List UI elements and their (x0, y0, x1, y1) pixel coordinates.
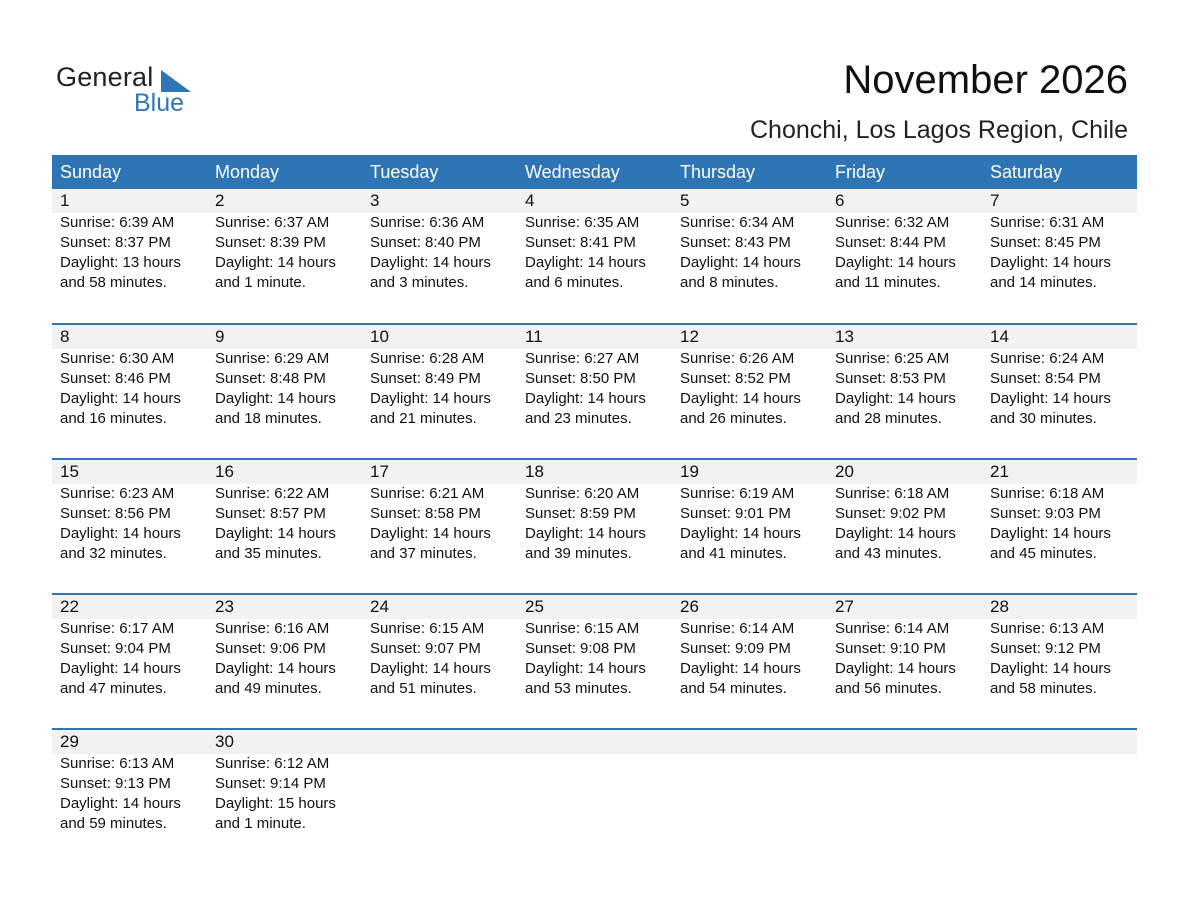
day-minutes: and 26 minutes. (680, 410, 787, 427)
day-sunset: Sunset: 8:50 PM (525, 370, 636, 387)
day-cell (207, 325, 362, 458)
day-minutes: and 43 minutes. (835, 545, 942, 562)
day-sunrise: Sunrise: 6:19 AM (680, 485, 795, 502)
day-cell (982, 189, 1137, 323)
day-sunrise: Sunrise: 6:15 AM (525, 620, 640, 637)
day-daylight: Daylight: 14 hours (215, 660, 336, 677)
day-daylight: Daylight: 14 hours (60, 795, 181, 812)
day-number: 24 (362, 595, 517, 619)
day-sunrise: Sunrise: 6:13 AM (990, 620, 1105, 637)
weekday-wednesday: Wednesday (525, 162, 620, 182)
day-number: 9 (207, 325, 362, 349)
day-minutes: and 59 minutes. (60, 815, 167, 832)
day-cell (207, 460, 362, 593)
day-sunset: Sunset: 8:44 PM (835, 234, 946, 251)
week-row (52, 189, 1137, 323)
day-sunrise: Sunrise: 6:36 AM (370, 214, 485, 231)
empty-day-cell (672, 730, 827, 863)
day-number: 28 (982, 595, 1137, 619)
day-number: 5 (672, 189, 827, 213)
day-number: 16 (207, 460, 362, 484)
day-number: 17 (362, 460, 517, 484)
day-number: 22 (52, 595, 207, 619)
weekday-header-row (52, 155, 1137, 189)
day-cell (207, 730, 362, 863)
day-cell (52, 595, 207, 728)
day-minutes: and 21 minutes. (370, 410, 477, 427)
day-daylight: Daylight: 14 hours (215, 254, 336, 271)
day-daylight: Daylight: 14 hours (680, 525, 801, 542)
day-cell (827, 189, 982, 323)
day-sunset: Sunset: 8:43 PM (680, 234, 791, 251)
week-row (52, 323, 1137, 458)
day-minutes: and 32 minutes. (60, 545, 167, 562)
day-number (982, 730, 1137, 754)
day-daylight: Daylight: 14 hours (680, 254, 801, 271)
day-cell (672, 460, 827, 593)
day-cell (827, 460, 982, 593)
day-sunrise: Sunrise: 6:18 AM (990, 485, 1105, 502)
day-sunset: Sunset: 8:49 PM (370, 370, 481, 387)
day-minutes: and 23 minutes. (525, 410, 632, 427)
day-cell (52, 460, 207, 593)
day-number: 10 (362, 325, 517, 349)
day-number: 19 (672, 460, 827, 484)
day-number: 8 (52, 325, 207, 349)
day-sunrise: Sunrise: 6:14 AM (680, 620, 795, 637)
day-sunset: Sunset: 9:04 PM (60, 640, 171, 657)
day-sunrise: Sunrise: 6:34 AM (680, 214, 795, 231)
day-cell (362, 189, 517, 323)
logo-word-blue: Blue (134, 89, 185, 117)
day-daylight: Daylight: 14 hours (835, 660, 956, 677)
day-daylight: Daylight: 14 hours (835, 525, 956, 542)
day-sunset: Sunset: 8:40 PM (370, 234, 481, 251)
day-daylight: Daylight: 14 hours (370, 254, 491, 271)
day-sunrise: Sunrise: 6:18 AM (835, 485, 950, 502)
weekday-thursday: Thursday (680, 162, 756, 182)
day-minutes: and 58 minutes. (990, 680, 1097, 697)
day-cell (52, 189, 207, 323)
day-cell (672, 189, 827, 323)
day-daylight: Daylight: 15 hours (215, 795, 336, 812)
day-minutes: and 1 minute. (215, 815, 306, 832)
day-cell (672, 595, 827, 728)
day-sunset: Sunset: 9:03 PM (990, 505, 1101, 522)
day-sunset: Sunset: 9:08 PM (525, 640, 636, 657)
day-cell (517, 189, 672, 323)
day-sunset: Sunset: 8:48 PM (215, 370, 326, 387)
day-number (362, 730, 517, 754)
day-sunrise: Sunrise: 6:37 AM (215, 214, 330, 231)
day-minutes: and 53 minutes. (525, 680, 632, 697)
day-daylight: Daylight: 14 hours (525, 254, 646, 271)
day-sunrise: Sunrise: 6:25 AM (835, 350, 950, 367)
day-minutes: and 54 minutes. (680, 680, 787, 697)
day-sunset: Sunset: 9:12 PM (990, 640, 1101, 657)
week-row (52, 593, 1137, 728)
weekday-sunday: Sunday (60, 162, 122, 182)
day-daylight: Daylight: 14 hours (60, 390, 181, 407)
day-cell (982, 595, 1137, 728)
day-daylight: Daylight: 14 hours (835, 390, 956, 407)
day-cell (517, 325, 672, 458)
day-daylight: Daylight: 14 hours (370, 660, 491, 677)
day-sunset: Sunset: 9:01 PM (680, 505, 791, 522)
day-sunset: Sunset: 8:45 PM (990, 234, 1101, 251)
day-number (672, 730, 827, 754)
day-minutes: and 47 minutes. (60, 680, 167, 697)
day-daylight: Daylight: 14 hours (370, 525, 491, 542)
day-number: 12 (672, 325, 827, 349)
day-number: 21 (982, 460, 1137, 484)
day-number: 3 (362, 189, 517, 213)
day-minutes: and 30 minutes. (990, 410, 1097, 427)
day-sunset: Sunset: 9:02 PM (835, 505, 946, 522)
day-number: 25 (517, 595, 672, 619)
page-title: November 2026 (843, 58, 1128, 102)
day-sunset: Sunset: 8:46 PM (60, 370, 171, 387)
logo (56, 64, 196, 120)
day-daylight: Daylight: 14 hours (680, 390, 801, 407)
day-minutes: and 45 minutes. (990, 545, 1097, 562)
day-minutes: and 1 minute. (215, 274, 306, 291)
weeks-container (52, 189, 1137, 863)
day-daylight: Daylight: 14 hours (990, 254, 1111, 271)
day-minutes: and 3 minutes. (370, 274, 469, 291)
day-number: 4 (517, 189, 672, 213)
day-minutes: and 11 minutes. (835, 274, 941, 291)
day-minutes: and 37 minutes. (370, 545, 477, 562)
day-cell (517, 460, 672, 593)
day-minutes: and 58 minutes. (60, 274, 167, 291)
day-cell (362, 325, 517, 458)
weekday-saturday: Saturday (990, 162, 1063, 182)
day-number: 2 (207, 189, 362, 213)
day-sunrise: Sunrise: 6:31 AM (990, 214, 1105, 231)
day-sunset: Sunset: 8:56 PM (60, 505, 171, 522)
day-number: 26 (672, 595, 827, 619)
day-daylight: Daylight: 14 hours (990, 660, 1111, 677)
day-number: 20 (827, 460, 982, 484)
day-number: 23 (207, 595, 362, 619)
day-sunrise: Sunrise: 6:27 AM (525, 350, 640, 367)
day-sunset: Sunset: 9:06 PM (215, 640, 326, 657)
day-sunrise: Sunrise: 6:29 AM (215, 350, 330, 367)
location-subtitle: Chonchi, Los Lagos Region, Chile (749, 116, 1128, 144)
day-minutes: and 28 minutes. (835, 410, 942, 427)
day-sunrise: Sunrise: 6:35 AM (525, 214, 640, 231)
empty-day-cell (827, 730, 982, 863)
day-sunset: Sunset: 8:59 PM (525, 505, 636, 522)
day-minutes: and 35 minutes. (215, 545, 322, 562)
day-daylight: Daylight: 14 hours (990, 525, 1111, 542)
day-number: 30 (207, 730, 362, 754)
day-cell (362, 460, 517, 593)
day-sunrise: Sunrise: 6:32 AM (835, 214, 950, 231)
day-number: 1 (52, 189, 207, 213)
day-sunset: Sunset: 8:57 PM (215, 505, 326, 522)
day-sunrise: Sunrise: 6:17 AM (60, 620, 175, 637)
day-sunset: Sunset: 9:14 PM (215, 775, 326, 792)
day-sunset: Sunset: 8:58 PM (370, 505, 481, 522)
day-minutes: and 56 minutes. (835, 680, 942, 697)
day-sunrise: Sunrise: 6:14 AM (835, 620, 950, 637)
weekday-monday: Monday (215, 162, 280, 182)
day-sunset: Sunset: 8:41 PM (525, 234, 636, 251)
day-cell (362, 595, 517, 728)
day-number (517, 730, 672, 754)
day-number: 18 (517, 460, 672, 484)
day-number: 13 (827, 325, 982, 349)
day-sunset: Sunset: 8:52 PM (680, 370, 791, 387)
day-daylight: Daylight: 14 hours (60, 660, 181, 677)
day-sunrise: Sunrise: 6:26 AM (680, 350, 795, 367)
day-minutes: and 16 minutes. (60, 410, 167, 427)
day-sunset: Sunset: 8:53 PM (835, 370, 946, 387)
day-number (827, 730, 982, 754)
day-sunset: Sunset: 8:54 PM (990, 370, 1101, 387)
day-sunset: Sunset: 9:09 PM (680, 640, 791, 657)
day-sunrise: Sunrise: 6:28 AM (370, 350, 485, 367)
day-cell (207, 189, 362, 323)
day-daylight: Daylight: 14 hours (990, 390, 1111, 407)
day-sunrise: Sunrise: 6:16 AM (215, 620, 330, 637)
day-daylight: Daylight: 14 hours (60, 525, 181, 542)
day-number: 14 (982, 325, 1137, 349)
day-sunrise: Sunrise: 6:12 AM (215, 755, 330, 772)
day-daylight: Daylight: 14 hours (370, 390, 491, 407)
empty-day-cell (517, 730, 672, 863)
empty-day-cell (362, 730, 517, 863)
day-sunset: Sunset: 9:07 PM (370, 640, 481, 657)
day-minutes: and 18 minutes. (215, 410, 322, 427)
day-minutes: and 8 minutes. (680, 274, 779, 291)
day-minutes: and 39 minutes. (525, 545, 632, 562)
day-daylight: Daylight: 14 hours (215, 390, 336, 407)
day-minutes: and 6 minutes. (525, 274, 624, 291)
day-sunrise: Sunrise: 6:13 AM (60, 755, 175, 772)
day-sunrise: Sunrise: 6:24 AM (990, 350, 1105, 367)
day-cell (207, 595, 362, 728)
day-daylight: Daylight: 14 hours (680, 660, 801, 677)
day-minutes: and 49 minutes. (215, 680, 322, 697)
day-cell (52, 730, 207, 863)
day-cell (827, 325, 982, 458)
day-cell (982, 325, 1137, 458)
week-row (52, 458, 1137, 593)
day-daylight: Daylight: 14 hours (215, 525, 336, 542)
day-sunrise: Sunrise: 6:22 AM (215, 485, 330, 502)
day-number: 15 (52, 460, 207, 484)
day-cell (982, 460, 1137, 593)
day-sunrise: Sunrise: 6:30 AM (60, 350, 175, 367)
weekday-friday: Friday (835, 162, 886, 182)
week-row (52, 728, 1137, 863)
day-daylight: Daylight: 13 hours (60, 254, 181, 271)
day-cell (672, 325, 827, 458)
day-number: 7 (982, 189, 1137, 213)
day-daylight: Daylight: 14 hours (525, 660, 646, 677)
day-cell (517, 595, 672, 728)
calendar (52, 155, 1137, 863)
empty-day-cell (982, 730, 1137, 863)
day-number: 27 (827, 595, 982, 619)
logo-word-general: General (56, 62, 154, 92)
day-cell (52, 325, 207, 458)
day-sunset: Sunset: 9:13 PM (60, 775, 171, 792)
day-minutes: and 51 minutes. (370, 680, 477, 697)
day-daylight: Daylight: 14 hours (525, 390, 646, 407)
day-sunrise: Sunrise: 6:39 AM (60, 214, 175, 231)
day-number: 29 (52, 730, 207, 754)
day-minutes: and 14 minutes. (990, 274, 1097, 291)
day-number: 6 (827, 189, 982, 213)
day-number: 11 (517, 325, 672, 349)
day-sunrise: Sunrise: 6:21 AM (370, 485, 485, 502)
day-sunrise: Sunrise: 6:23 AM (60, 485, 175, 502)
day-cell (827, 595, 982, 728)
day-sunset: Sunset: 8:39 PM (215, 234, 326, 251)
weekday-tuesday: Tuesday (370, 162, 439, 182)
day-daylight: Daylight: 14 hours (525, 525, 646, 542)
day-sunset: Sunset: 9:10 PM (835, 640, 946, 657)
day-minutes: and 41 minutes. (680, 545, 787, 562)
day-sunrise: Sunrise: 6:15 AM (370, 620, 485, 637)
day-sunrise: Sunrise: 6:20 AM (525, 485, 640, 502)
day-sunset: Sunset: 8:37 PM (60, 234, 171, 251)
day-daylight: Daylight: 14 hours (835, 254, 956, 271)
